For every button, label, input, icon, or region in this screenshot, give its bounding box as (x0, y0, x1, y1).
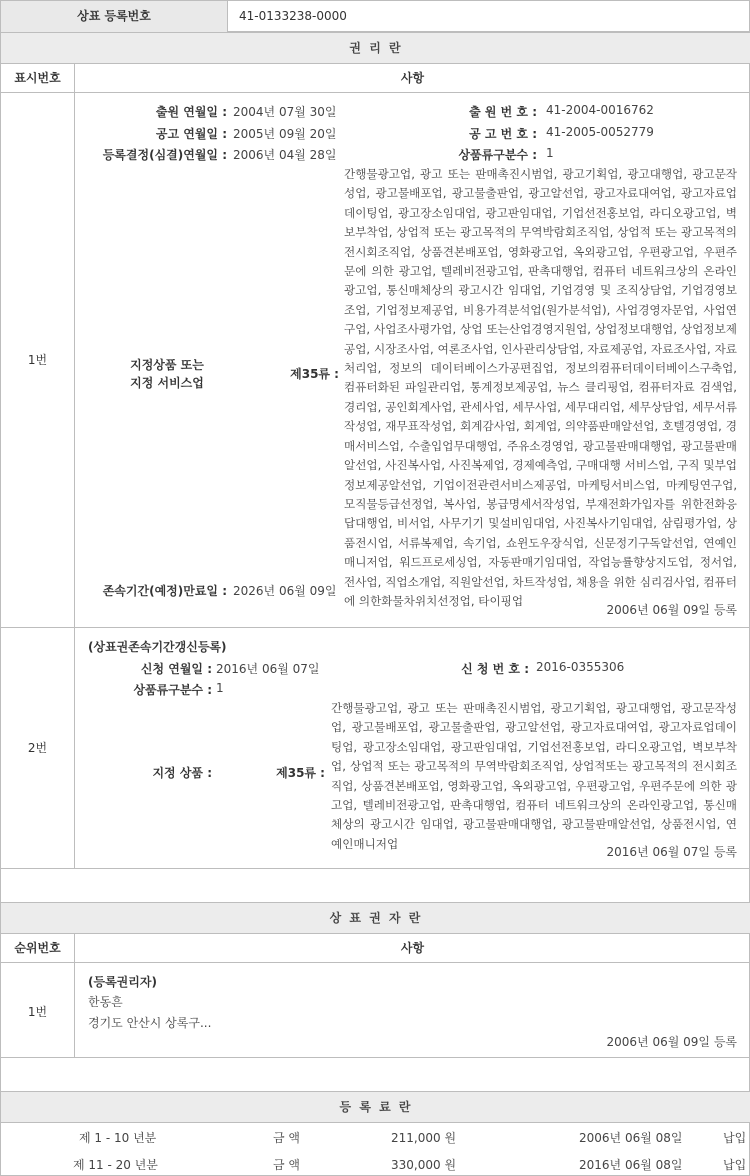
expiry-value: 2026년 06월 09일 (233, 584, 337, 598)
rights-col-number: 표시번호 (1, 64, 74, 93)
app-date-value: 2004년 07월 30일 (233, 105, 337, 119)
owners-entry1-stamp: 2006년 06월 09일 등록 (606, 1035, 737, 1049)
apply-date-label: 신청 연월일 : (140, 662, 212, 676)
owner-name: 한동흔 (88, 995, 123, 1009)
fees-section-title: 등 록 료 란 (1, 1091, 750, 1123)
fee-amount: 330,000 원 (391, 1158, 457, 1172)
apply-date-value: 2016년 06월 07일 (216, 662, 320, 676)
owners-col-item: 사항 (74, 934, 750, 963)
pub-date-label: 공고 연월일 : (155, 127, 227, 141)
goods-label-line1: 지정상품 또는 (130, 358, 204, 372)
fee-period: 제 1 - 10 년분 (79, 1131, 157, 1145)
fee-amount-label: 금 액 (273, 1158, 300, 1172)
rights-entry-divider (1, 627, 750, 628)
owners-divider (74, 934, 75, 1057)
rights-entry1-number: 1번 (27, 353, 48, 367)
owners-entry1-number: 1번 (27, 1005, 48, 1019)
class-count-value: 1 (546, 146, 554, 160)
registration-number-row (1, 1, 750, 32)
registration-number-value: 41-0133238-0000 (239, 9, 347, 23)
owner-heading: (등록권리자) (88, 975, 157, 989)
fee-amount: 211,000 원 (391, 1131, 457, 1145)
class35-label: 제35류 : (290, 367, 339, 381)
rights-col-item: 사항 (74, 64, 750, 93)
rights-section-bottom (1, 868, 750, 869)
owners-section-title: 상 표 권 자 란 (1, 902, 750, 934)
renewal-goods-label: 지정 상품 : (152, 766, 212, 780)
reg-decision-value: 2006년 04월 28일 (233, 148, 337, 162)
owners-col-number: 순위번호 (1, 934, 74, 963)
registration-number-label: 상표 등록번호 (1, 1, 228, 32)
fee-status: 납입 (723, 1131, 747, 1145)
fee-date: 2016년 06월 08일 (579, 1158, 683, 1172)
apply-no-label: 신 청 번 호 : (461, 662, 529, 676)
expiry-label: 존속기간(예정)만료일 : (102, 584, 227, 598)
app-date-label: 출원 연월일 : (155, 105, 227, 119)
rights-entry2-number: 2번 (27, 741, 48, 755)
renewal-class-count-value: 1 (216, 681, 224, 695)
app-no-label: 출 원 번 호 : (469, 105, 537, 119)
renewal-goods-text: 간행물광고업, 광고 또는 판매촉진시범업, 광고기획업, 광고대행업, 광고문작성업, 광고물배포업, 광고물출판업, 광고알선업, 광고자료대여업, 광고자료업데이팅업, 광고장소임대업, 광고판임대업, 기업선전홍보업, 라디오광고업, 벽보부착업, 상업적 또는 광고목적의 무역박람회조직업, 상업적또는 광고목적의 전시회조직업, 상품견본배포업, 영화광고업, 옥외광고업, 우편광고업, 우편주문에 의한 광고업, 텔레비전광고업, 판촉대행업, 컴퓨터 네트워크상의 온라인광고업, 통신매체상의 광고시간 임대업, 광고물판매대행업, 광고물판매알선업, 상품전시업, 연예인매니저업 (331, 701, 737, 851)
fee-date: 2006년 06월 08일 (579, 1131, 683, 1145)
apply-no-value: 2016-0355306 (536, 660, 625, 674)
class-count-label: 상품류구분수 : (458, 148, 537, 162)
pub-no-label: 공 고 번 호 : (469, 127, 537, 141)
owner-address: 경기도 안산시 상록구... (88, 1016, 212, 1030)
rights-divider (74, 64, 75, 869)
goods-label-line2: 지정 서비스업 (130, 376, 204, 390)
owners-section-bottom (1, 1057, 750, 1058)
app-no-value: 41-2004-0016762 (546, 103, 654, 117)
renewal-heading: (상표권존속기간갱신등록) (88, 640, 227, 654)
fee-amount-label: 금 액 (273, 1131, 300, 1145)
rights-section-title: 권 리 란 (1, 32, 750, 64)
fee-status: 납입 (723, 1158, 747, 1172)
designated-goods-text: 간행물광고업, 광고 또는 판매촉진시범업, 광고기획업, 광고대행업, 광고문작성업, 광고물배포업, 광고물출판업, 광고알선업, 광고자료대여업, 광고자료업데이팅업, 광고장소임대업, 광고판임대업, 기업선전홍보업, 라디오광고업, 벽보부착업, 상업적 또는 광고목적의 무역박람회조직업, 상업적 또는 광고목적의 전시회조직업, 상품견본배포업, 영화광고업, 옥외광고업, 우편광고업, 우편주문에 의한 광고업, 텔레비전광고업, 판촉대행업, 컴퓨터 네트워크상의 온라인광고업, 통신매체상의 광고시간 임대업, 기업경영 및 조직상담업, 기업경영보조업, 기업정보제공업, 비용가격분석업(원가분석업), 사업경영자문업, 사업연구업, 사업조사평가업, 상업 또는산업경영지원업, 상업정보대행업, 상업정보제공업, 시장조사업, 여론조사업, 인사관리상담업, 자료제공업, 자료조사업, 자료처리업, 정보의 데이터베이스가공편집업, 정보의컴퓨터데이터베이스구축업, 컴퓨터화된 파일관리업, 통계정보제공업, 뉴스 클리핑업, 컴퓨터자료 검색업, 경리업, 공인회계사업, 관세사업, 세무사업, 세무대리업, 세무상담업, 세무서류작성업, 재무표작성업, 회계감사업, 회계업, 의약품판매알선업, 호텔경영업, 경매서비스업, 수출입업무대행업, 주유소경영업, 광고물판매대행업, 광고물판매알선업, 사진복사업, 사진복제업, 경제예측업, 구매대행 서비스업, 구직 및부업정보제공알선업, 기업이전관련서비스제공업, 마케팅서비스업, 마케팅연구업, 모직물등급선정업, 복사업, 봉급명세서작성업, 부재전화가입자를 위한전화응답대행업, 비서업, 사무기기 및설비임대업, 사진복사기임대업, 삼림평가업, 상품전시업, 서류복제업, 속기업, 쇼윈도우장식업, 신문정기구독알선업, 연예인매니저업, 워드프로세싱업, 자동판매기임대업, 작업능률향상지도업, 정서업, 전사업, 직업소개업, 직원알선업, 차트작성업, 채용을 위한 심리검사업, 컴퓨터에 의한화물차위치선정업, 타이핑업 (344, 167, 737, 608)
pub-no-value: 41-2005-0052779 (546, 125, 654, 139)
reg-decision-label: 등록결정(심결)연월일 : (102, 148, 227, 162)
rights-entry2-stamp: 2016년 06월 07일 등록 (606, 845, 737, 859)
pub-date-value: 2005년 09월 20일 (233, 127, 337, 141)
renewal-class-count-label: 상품류구분수 : (133, 683, 212, 697)
renewal-class35-label: 제35류 : (276, 766, 325, 780)
fee-period: 제 11 - 20 년분 (73, 1158, 158, 1172)
rights-entry1-stamp: 2006년 06월 09일 등록 (606, 603, 737, 617)
